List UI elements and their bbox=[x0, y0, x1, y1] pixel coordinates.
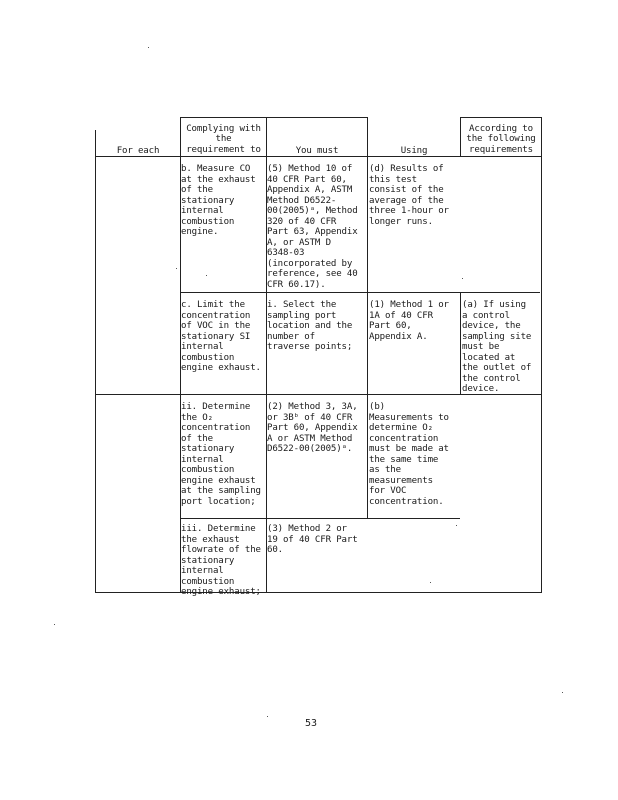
scan-speck bbox=[267, 716, 268, 717]
scan-speck bbox=[148, 47, 149, 48]
scan-speck bbox=[562, 692, 563, 693]
scan-speck bbox=[430, 582, 431, 583]
scan-speck bbox=[462, 278, 463, 279]
scan-speck bbox=[54, 624, 55, 625]
header-for-each: For each bbox=[116, 146, 160, 156]
header-using: Using bbox=[400, 146, 428, 156]
page-number: 53 bbox=[305, 718, 318, 729]
document-page: For each Complying with the requirement to You must Using According to the following requirements b. Measure CO at the exhaust of the stationary internal combustion engine. (5) Method 10 of 40 CFR Part 60, Appendix A, ASTM Method D6522- 00(2005)ᵃ, Method 320 of 40 CFR Part 63, Appendix A, or ASTM D 6348-03 (incorporated by reference, see 40 CFR 60.17). (d) Results of this test consist of the average of the three 1-hour or longer runs. c. Limit the concentration of VOC in the stationary SI internal combustion engine exhaust. i. Select the sampling port location and the number of traverse points; (1) Method 1 or 1A of 40 CFR Part 60, Appendix A. (a) If using a control device, the sampling site must be located at the outlet of the control device. ii. Determine the O₂ concentration of the stationary internal combustion engine exhaust at the sampling port location; (2) Method 3, 3A, or 3Bᵇ of 40 CFR Part 60, Appendix A or ASTM Method D6522-00(2005)ᵃ. (b) Measurements to determine O₂ concentration must be made at the same time as the measurements for VOC concentration. iii. Determine the exhaust flowrate of the stationary internal combustion engine exhaust; (3) Method 2 or 19 of 40 CFR Part 60. 53 bbox=[0, 0, 618, 800]
scan-speck bbox=[176, 268, 177, 269]
scan-speck bbox=[206, 275, 207, 276]
scan-speck bbox=[456, 525, 457, 526]
header-you-must: You must bbox=[295, 146, 339, 156]
